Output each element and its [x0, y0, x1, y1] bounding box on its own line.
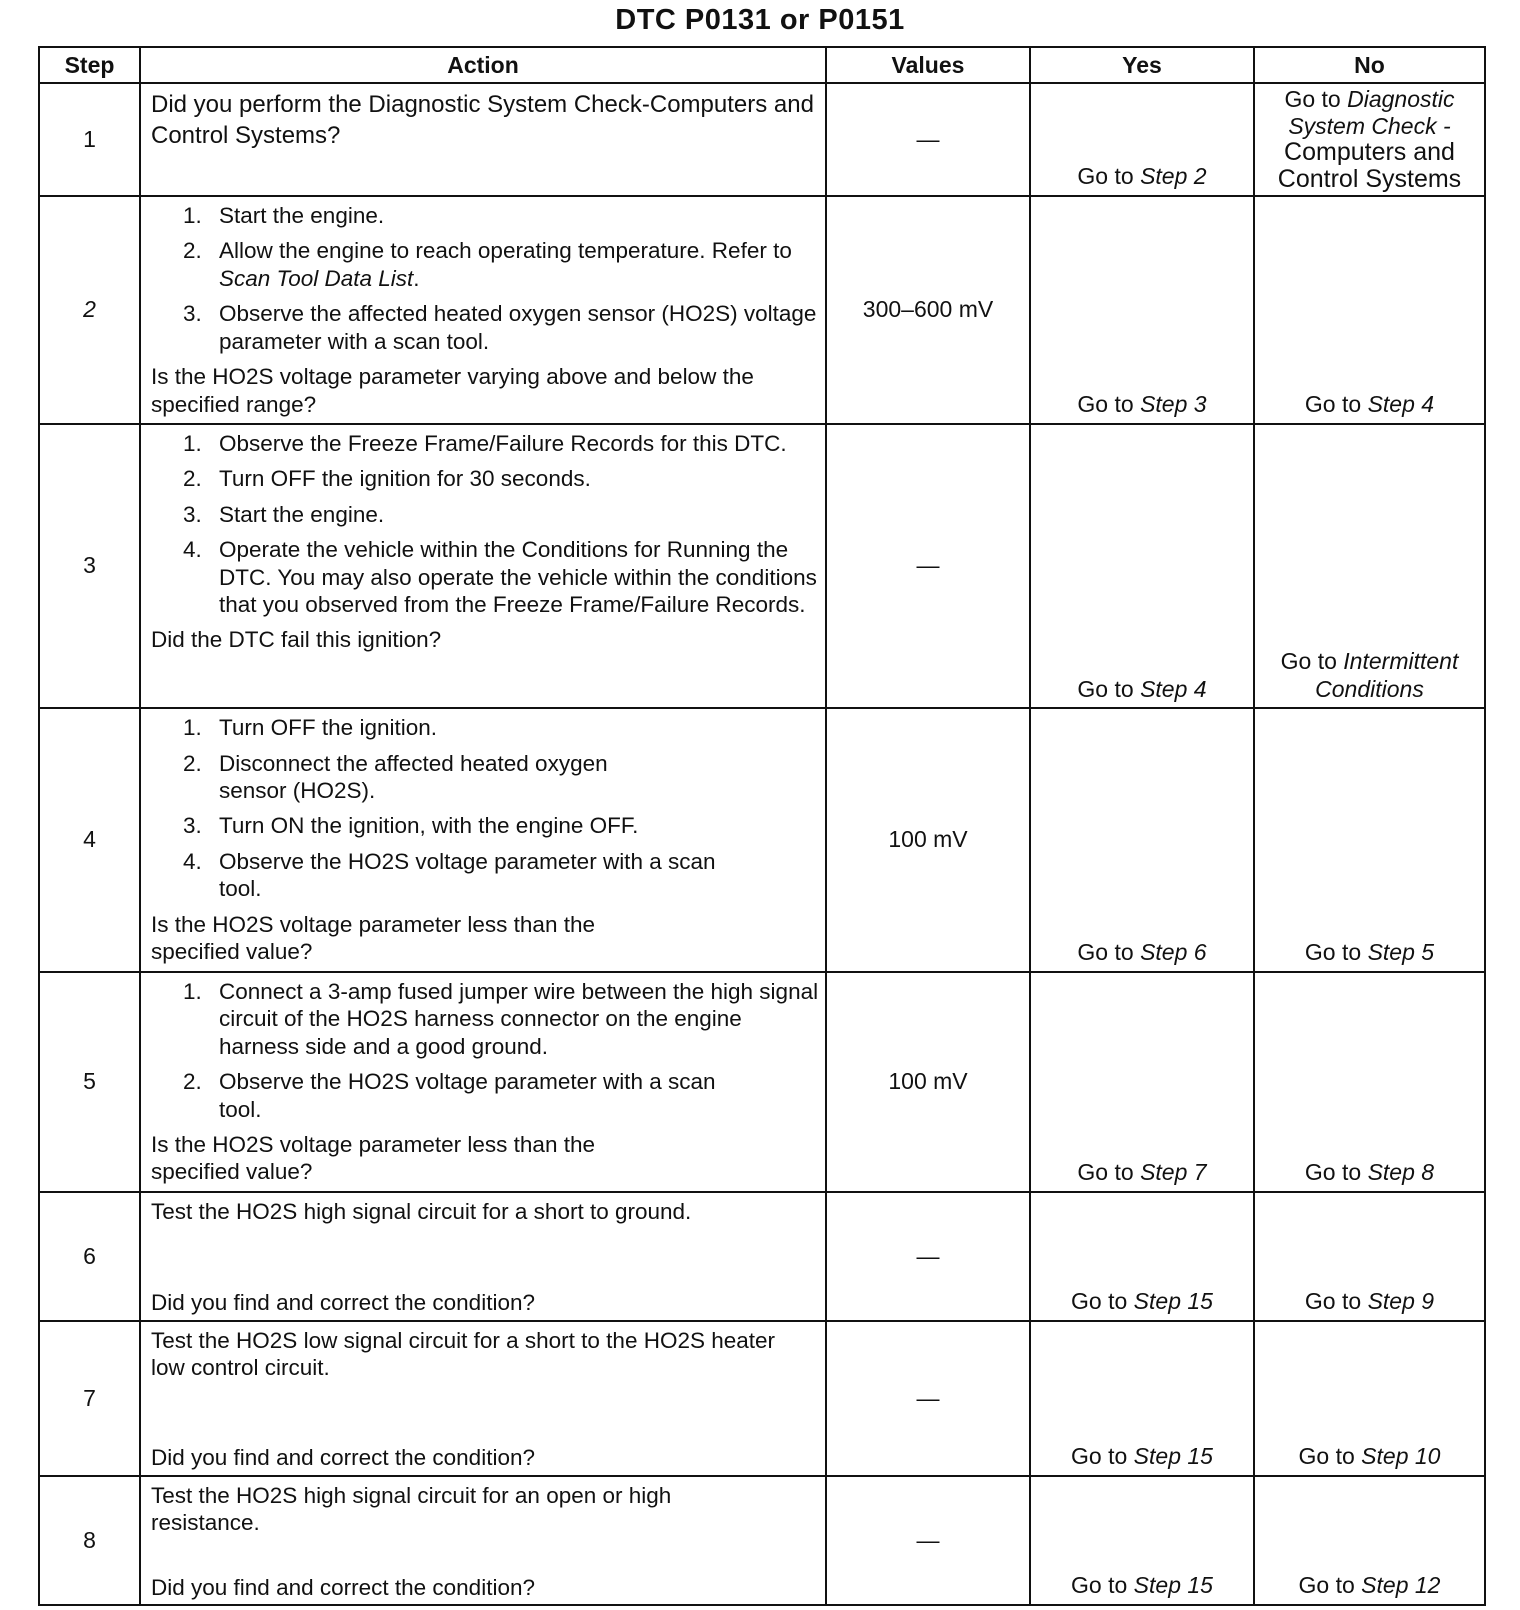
action-step-item — [177, 848, 819, 903]
no-prefix: Go to — [1298, 1443, 1362, 1470]
action-cell — [140, 708, 826, 972]
action-intro: Test the HO2S high signal circuit for a short to ground. — [151, 1198, 692, 1224]
no-cell — [1254, 1321, 1485, 1476]
step-number: 7 — [39, 1321, 140, 1476]
item-number: 3. — [183, 501, 202, 527]
yes-prefix: Go to — [1077, 391, 1141, 418]
action-intro: Test the HO2S high signal circuit for an open or high resistance. — [151, 1482, 672, 1536]
header-action: Action — [140, 47, 826, 83]
yes-step-link[interactable]: Step 4 — [1140, 675, 1207, 702]
no-cell — [1254, 708, 1485, 972]
action-intro: Did you perform the Diagnostic System Check-Computers and Control Systems? — [151, 91, 814, 150]
page-title: DTC P0131 or P0151 — [615, 4, 905, 36]
no-step-link[interactable]: Intermittent Conditions — [1315, 647, 1459, 702]
yes-prefix: Go to — [1077, 939, 1141, 966]
item-text: Turn ON the ignition, with the engine OFF. — [219, 813, 639, 839]
action-step-item — [177, 501, 819, 528]
no-cell — [1254, 1476, 1485, 1605]
no-step-link[interactable]: Diagnostic System Check - — [1288, 86, 1455, 139]
no-prefix: Go to — [1304, 1159, 1368, 1185]
action-cell — [140, 1321, 826, 1476]
no-step-link[interactable]: Step 5 — [1367, 939, 1435, 966]
no-step-link[interactable]: Step 12 — [1361, 1572, 1441, 1599]
values-cell: — — [826, 1476, 1030, 1605]
item-reference-link[interactable]: Scan Tool Data List — [219, 265, 414, 291]
table-row — [39, 424, 1485, 708]
diagnostic-table — [38, 46, 1486, 1606]
no-step-link[interactable]: Step 4 — [1367, 391, 1435, 418]
item-number: 2. — [183, 238, 202, 264]
no-cell — [1254, 83, 1485, 196]
item-number: 3. — [183, 301, 202, 327]
table-row — [39, 708, 1485, 972]
action-question: Is the HO2S voltage parameter less than the specified value? — [151, 911, 595, 965]
no-cell — [1254, 196, 1485, 424]
values-cell: — — [826, 1192, 1030, 1321]
yes-step-link[interactable]: Step 15 — [1133, 1443, 1213, 1470]
no-step-link[interactable]: Step 10 — [1361, 1443, 1441, 1470]
values-cell: 100 mV — [826, 708, 1030, 972]
action-steps — [151, 202, 819, 355]
yes-step-link[interactable]: Step 3 — [1140, 391, 1207, 418]
values-cell: 300–600 mV — [826, 196, 1030, 424]
values-cell: — — [826, 83, 1030, 196]
action-step-item — [177, 300, 819, 355]
action-question: Did you find and correct the condition? — [151, 1574, 535, 1600]
yes-cell — [1030, 972, 1254, 1192]
action-step-item — [177, 465, 819, 492]
item-number: 4. — [183, 848, 202, 874]
action-cell — [140, 972, 826, 1192]
action-cell — [140, 1192, 826, 1321]
header-values: Values — [826, 47, 1030, 83]
action-intro: Test the HO2S low signal circuit for a short to the HO2S heater low control circuit. — [151, 1327, 776, 1381]
item-text: Start the engine. — [219, 501, 385, 527]
action-step-item — [177, 812, 819, 839]
item-text: Observe the HO2S voltage parameter with a scan tool. — [219, 848, 716, 902]
yes-step-link[interactable]: Step 6 — [1140, 939, 1207, 966]
table-row — [39, 1192, 1485, 1321]
action-cell — [140, 196, 826, 424]
step-number: 5 — [39, 972, 140, 1192]
yes-prefix: Go to — [1071, 1443, 1134, 1470]
item-text: Turn OFF the ignition for 30 seconds. — [219, 466, 591, 492]
action-question: Is the HO2S voltage parameter less than the specified value? — [151, 1131, 595, 1185]
yes-cell — [1030, 708, 1254, 972]
item-text-after: . — [413, 265, 420, 291]
yes-prefix: Go to — [1077, 1159, 1141, 1185]
values-cell: 100 mV — [826, 972, 1030, 1192]
item-text: Connect a 3-amp fused jumper wire between the high signal circuit of the HO2S harness connector on the engine harness side and a good ground. — [219, 978, 819, 1059]
yes-cell — [1030, 83, 1254, 196]
item-number: 1. — [183, 978, 202, 1004]
header-yes: Yes — [1030, 47, 1254, 83]
item-text: Observe the affected heated oxygen sensor (HO2S) voltage parameter with a scan tool. — [219, 301, 817, 354]
action-step-item — [177, 202, 819, 229]
action-question: Did you find and correct the condition? — [151, 1445, 535, 1471]
action-step-item — [177, 536, 819, 618]
values-cell: — — [826, 424, 1030, 708]
yes-cell — [1030, 196, 1254, 424]
action-question: Did you find and correct the condition? — [151, 1290, 535, 1316]
yes-prefix: Go to — [1071, 1288, 1134, 1315]
yes-step-link[interactable]: Step 2 — [1140, 163, 1207, 190]
step-number: 3 — [39, 424, 140, 708]
action-step-item — [177, 714, 819, 741]
item-text: Observe the Freeze Frame/Failure Records for this DTC. — [219, 430, 787, 456]
item-number: 2. — [183, 750, 202, 776]
table-row — [39, 196, 1485, 424]
action-step-item — [177, 430, 819, 457]
no-step-link[interactable]: Step 8 — [1367, 1159, 1435, 1185]
step-number: 2 — [39, 196, 140, 424]
item-number: 1. — [183, 715, 202, 741]
no-prefix: Go to — [1298, 1572, 1362, 1599]
no-cell — [1254, 424, 1485, 708]
item-text: Observe the HO2S voltage parameter with a scan tool. — [219, 1069, 716, 1122]
action-step-item — [177, 1068, 819, 1123]
item-text: Operate the vehicle within the Conditions for Running the DTC. You may also operate the vehicle within the conditions that you observed from the Freeze Frame/Failure Records. — [219, 537, 817, 617]
no-suffix: Computers and Control Systems — [1277, 138, 1462, 193]
step-number: 8 — [39, 1476, 140, 1605]
no-cell — [1254, 972, 1485, 1192]
step-number: 6 — [39, 1192, 140, 1321]
yes-prefix: Go to — [1077, 163, 1141, 190]
item-text: Turn OFF the ignition. — [219, 715, 438, 741]
item-number: 1. — [183, 430, 202, 456]
action-cell — [140, 424, 826, 708]
no-prefix: Go to — [1304, 939, 1368, 966]
action-step-item — [177, 978, 819, 1060]
action-steps — [151, 714, 819, 903]
yes-cell — [1030, 1476, 1254, 1605]
yes-step-link[interactable]: Step 15 — [1133, 1288, 1213, 1315]
table-row — [39, 83, 1485, 196]
item-number: 1. — [183, 202, 202, 228]
no-cell — [1254, 1192, 1485, 1321]
header-no: No — [1254, 47, 1485, 83]
item-number: 3. — [183, 813, 202, 839]
action-step-item — [177, 750, 819, 805]
item-text: Allow the engine to reach operating temperature. Refer to — [219, 238, 792, 264]
table-row — [39, 972, 1485, 1192]
action-question: Did the DTC fail this ignition? — [151, 627, 442, 653]
header-step: Step — [39, 47, 140, 83]
yes-cell — [1030, 1321, 1254, 1476]
item-number: 2. — [183, 466, 202, 492]
action-step-item — [177, 237, 819, 292]
table-row — [39, 1321, 1485, 1476]
yes-cell — [1030, 1192, 1254, 1321]
yes-step-link[interactable]: Step 15 — [1133, 1572, 1213, 1599]
table-header-row — [39, 47, 1485, 83]
no-step-link[interactable]: Step 9 — [1367, 1288, 1435, 1315]
no-prefix: Go to — [1284, 86, 1348, 112]
action-cell — [140, 83, 826, 196]
item-number: 4. — [183, 537, 202, 563]
item-text: Disconnect the affected heated oxygen sensor (HO2S). — [219, 750, 608, 803]
no-prefix: Go to — [1304, 1288, 1368, 1315]
action-steps — [151, 978, 819, 1123]
yes-step-link[interactable]: Step 7 — [1140, 1159, 1207, 1185]
step-number: 4 — [39, 708, 140, 972]
action-cell — [140, 1476, 826, 1605]
item-text: Start the engine. — [219, 202, 385, 228]
no-prefix: Go to — [1304, 391, 1368, 418]
action-question: Is the HO2S voltage parameter varying above and below the specified range? — [151, 364, 754, 417]
values-cell: — — [826, 1321, 1030, 1476]
table-row — [39, 1476, 1485, 1605]
yes-cell — [1030, 424, 1254, 708]
step-number: 1 — [39, 83, 140, 196]
item-number: 2. — [183, 1069, 202, 1095]
no-prefix: Go to — [1280, 647, 1344, 674]
action-steps — [151, 430, 819, 619]
yes-prefix: Go to — [1077, 675, 1141, 702]
yes-prefix: Go to — [1071, 1572, 1134, 1599]
